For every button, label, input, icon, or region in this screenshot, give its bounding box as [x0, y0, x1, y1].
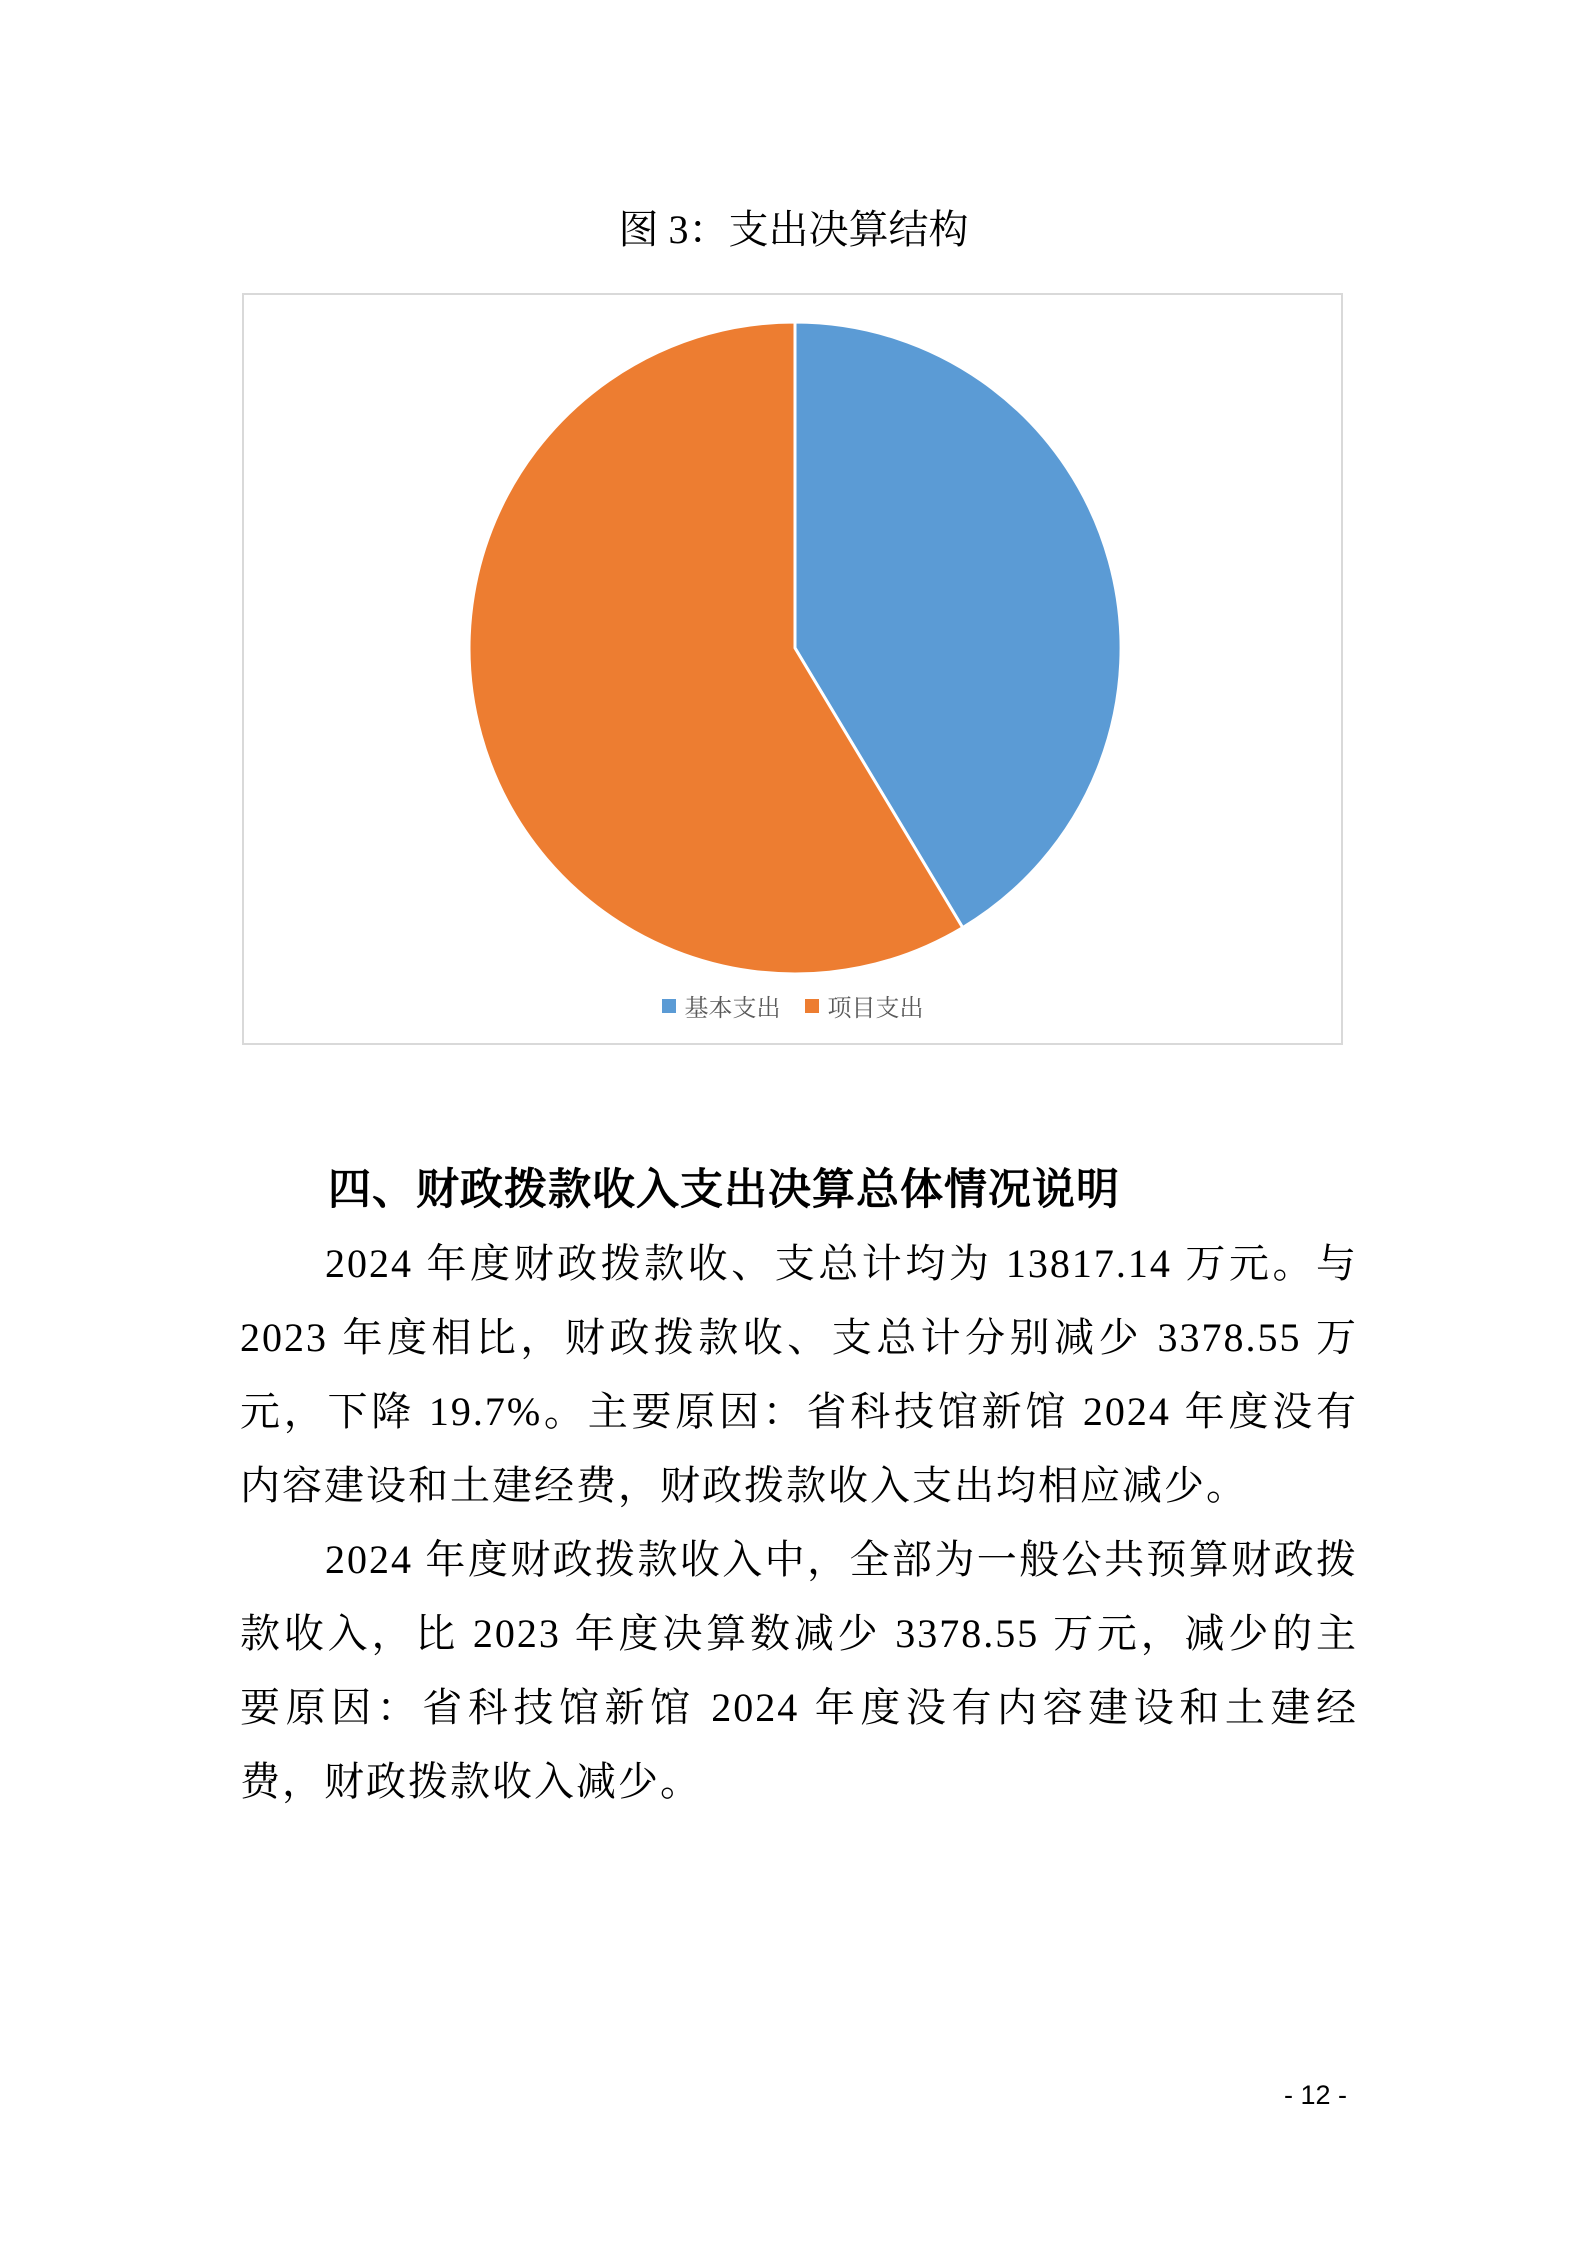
page-number: - 12 -	[1283, 2080, 1347, 2110]
legend-swatch-project	[805, 999, 819, 1013]
section-heading: 四、财政拨款收入支出决算总体情况说明	[328, 1166, 1120, 1214]
paragraph-2: 2024 年度财政拨款收入中，全部为一般公共预算财政拨款收入，比 2023 年度决算数减少 3378.55 万元，减少的主要原因：省科技馆新馆 2024 年度没有内容建设和土建经费，财政拨款收入减少。	[240, 1537, 1358, 1804]
pie-chart	[244, 295, 1341, 985]
paragraph-1: 2024 年度财政拨款收、支总计均为 13817.14 万元。与 2023 年度相比，财政拨款收、支总计分别减少 3378.55 万元，下降 19.7%。主要原因：省科技馆新馆 2024 年度没有内容建设和土建经费，财政拨款收入支出均相应减少。	[240, 1241, 1358, 1508]
legend-label-basic: 基本支出	[684, 995, 781, 1022]
pie-chart-panel	[242, 293, 1343, 1045]
text-block	[240, 1153, 1358, 1819]
figure-title: 图 3：支出决算结构	[618, 207, 969, 252]
legend-item-project	[805, 988, 924, 1023]
chart-legend	[244, 988, 1341, 1023]
legend-item-basic	[662, 988, 781, 1023]
legend-label-project: 项目支出	[827, 995, 924, 1022]
legend-swatch-basic	[662, 999, 676, 1013]
